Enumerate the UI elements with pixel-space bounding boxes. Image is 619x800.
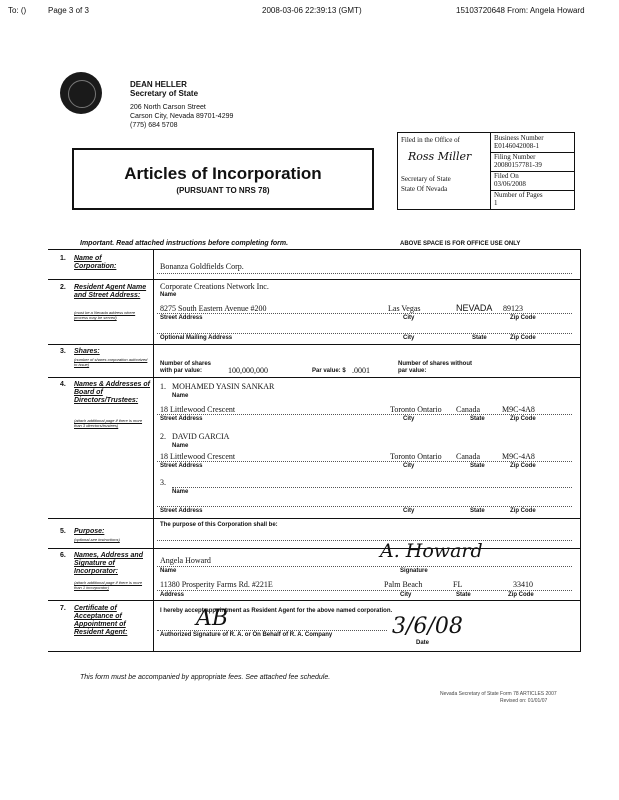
agent-state: NEVADA	[456, 303, 493, 313]
incorporator-state-label: State	[456, 592, 471, 598]
s2-note: (must be a Nevada address where process may be served)	[74, 310, 136, 320]
s3-title: Shares:	[74, 348, 100, 355]
incorporator-zip: 33410	[513, 580, 533, 589]
s4-title: Names & Addresses of Board of Directors/Trustees:	[74, 381, 150, 404]
footer-note: This form must be accompanied by appropriate fees. See attached fee schedule.	[80, 674, 331, 681]
director-2-state: Canada	[456, 452, 480, 461]
director-2-name-label: Name	[172, 443, 189, 449]
filed-in-office: Filed in the Office of	[401, 136, 460, 144]
director-1-name-label: Name	[172, 393, 189, 399]
state-label: State Of Nevada	[401, 185, 448, 193]
fax-to: To: ()	[8, 6, 27, 15]
incorporator-address: 11380 Prosperity Farms Rd. #221E	[160, 580, 273, 589]
incorporator-signature: A. Howard	[380, 540, 483, 562]
agent-name: Corporate Creations Network Inc.	[160, 282, 269, 291]
acceptance-date: 3/6/08	[392, 614, 463, 639]
director-2-street: 18 Littlewood Crescent	[160, 452, 236, 461]
director-2-num: 2.	[160, 432, 166, 441]
director-3-zip-label: Zip Code	[510, 508, 536, 514]
director-2-street-label: Street Address	[160, 463, 203, 469]
director-3-name-label: Name	[172, 489, 189, 495]
acceptance-text: I hereby accept appointment as Resident Agent for the above named corporation.	[160, 608, 393, 614]
s6-title: Names, Address and Signature of Incorporator:	[74, 552, 143, 575]
director-2-state-label: State	[470, 463, 485, 469]
corporation-name: Bonanza Goldfields Corp.	[160, 262, 244, 271]
form-title: Articles of Incorporation	[124, 164, 322, 183]
s6-note: (attach additional page if there is more than 1 incorporator)	[74, 580, 143, 590]
business-number-label: Business Number	[494, 134, 544, 142]
office-name: DEAN HELLER	[130, 80, 187, 89]
fine-print-2: Revised on: 01/01/07	[500, 698, 548, 704]
incorporator-state: FL	[453, 580, 463, 589]
secretary-of-state-label: Secretary of State	[401, 175, 451, 183]
director-3-street-label: Street Address	[160, 508, 203, 514]
secretary-signature: Ross Miller	[408, 150, 472, 163]
s1-num: 1.	[60, 255, 66, 262]
director-2-city: Toronto Ontario	[390, 452, 442, 461]
office-use-label: ABOVE SPACE IS FOR OFFICE USE ONLY	[400, 241, 521, 247]
director-1-street-label: Street Address	[160, 416, 203, 422]
s4-num: 4.	[60, 381, 66, 388]
purpose-text: The purpose of this Corporation shall be:	[160, 522, 278, 528]
agent-auth-label: Authorized Signature of R. A. or On Behalf of R. A. Company	[160, 632, 333, 638]
s4-note: (attach additional page if there is more than 3 directors/trustees)	[74, 418, 143, 428]
incorporator-name: Angela Howard	[160, 556, 211, 565]
important-notice: Important. Read attached instructions before completing form.	[80, 240, 289, 247]
agent-name-label: Name	[160, 292, 177, 298]
director-2-name: DAVID GARCIA	[172, 432, 230, 441]
s5-title: Purpose:	[74, 528, 105, 535]
business-number: E0146042008-1	[494, 142, 540, 150]
shares-without-par-label: Number of shares without par value:	[398, 361, 473, 374]
s5-note: (optional-see instructions)	[74, 537, 120, 542]
director-2-zip-label: Zip Code	[510, 463, 536, 469]
title-box	[72, 148, 374, 210]
agent-street: 8275 South Eastern Avenue #200	[160, 304, 267, 313]
s3-note: (number of shares corporation authorized to issue)	[74, 357, 148, 367]
filing-number: 20080157781-39	[494, 161, 542, 169]
s7-num: 7.	[60, 605, 66, 612]
agent-city-label: City	[403, 315, 415, 321]
filed-on: 03/06/2008	[494, 180, 526, 188]
director-1-zip: M9C-4A8	[502, 405, 535, 414]
fax-page: Page 3 of 3	[48, 6, 89, 15]
office-address2: Carson City, Nevada 89701-4299	[130, 113, 234, 120]
director-1-street: 18 Littlewood Crescent	[160, 405, 236, 414]
agent-mailing-zip-label: Zip Code	[510, 335, 536, 341]
agent-zip-label: Zip Code	[510, 315, 536, 321]
director-1-zip-label: Zip Code	[510, 416, 536, 422]
s6-num: 6.	[60, 552, 66, 559]
incorporator-zip-label: Zip Code	[508, 592, 534, 598]
agent-initials: AB	[196, 606, 229, 631]
agent-city: Las Vegas	[388, 304, 421, 313]
agent-zip: 89123	[503, 304, 523, 313]
pages-count: 1	[494, 199, 498, 207]
fax-from: 15103720648 From: Angela Howard	[456, 6, 585, 15]
s7-title: Certificate of Acceptance of Appointment of Resident Agent:	[74, 605, 128, 636]
director-1-state: Canada	[456, 405, 480, 414]
director-3-state-label: State	[470, 508, 485, 514]
incorporator-address-label: Address	[160, 592, 185, 598]
s3-num: 3.	[60, 348, 66, 355]
s2-num: 2.	[60, 284, 66, 291]
agent-street-label: Street Address	[160, 315, 203, 321]
nevada-seal-icon	[60, 72, 102, 114]
agent-mailing-state-label: State	[472, 335, 487, 341]
incorporator-signature-label: Signature	[400, 568, 428, 574]
date-label: Date	[416, 640, 430, 646]
fine-print-1: Nevada Secretary of State Form 78 ARTICLES 2007	[440, 691, 557, 697]
s5-num: 5.	[60, 528, 66, 535]
incorporator-city: Palm Beach	[384, 580, 423, 589]
office-phone: (775) 684 5708	[130, 122, 178, 129]
shares-with-par: 100,000,000	[228, 366, 268, 375]
par-value: .0001	[352, 366, 370, 375]
office-address1: 206 North Carson Street	[130, 104, 206, 111]
form-subtitle: (PURSUANT TO NRS 78)	[176, 186, 270, 195]
director-1-name: MOHAMED YASIN SANKAR	[172, 382, 275, 391]
filed-on-label: Filed On	[494, 172, 519, 180]
director-3-city-label: City	[403, 508, 415, 514]
fax-timestamp: 2008-03-06 22:39:13 (GMT)	[262, 6, 362, 15]
director-1-city: Toronto Ontario	[390, 405, 442, 414]
office-title: Secretary of State	[130, 89, 199, 98]
filing-stamp-box	[397, 132, 575, 210]
director-1-city-label: City	[403, 416, 415, 422]
agent-mailing-label: Optional Mailing Address	[160, 335, 233, 341]
director-1-num: 1.	[160, 382, 166, 391]
s2-title: Resident Agent Name and Street Address:	[74, 284, 147, 299]
agent-mailing-city-label: City	[403, 335, 415, 341]
director-1-state-label: State	[470, 416, 485, 422]
director-2-city-label: City	[403, 463, 415, 469]
director-3-num: 3.	[160, 478, 166, 487]
filing-number-label: Filing Number	[494, 153, 536, 161]
incorporator-name-label: Name	[160, 568, 177, 574]
pages-label: Number of Pages	[494, 191, 543, 199]
shares-with-par-label: Number of shares with par value:	[160, 361, 212, 374]
director-2-zip: M9C-4A8	[502, 452, 535, 461]
incorporator-city-label: City	[400, 592, 412, 598]
par-value-label: Par value: $	[312, 368, 346, 374]
s1-title: Name of Corporation:	[74, 255, 117, 270]
